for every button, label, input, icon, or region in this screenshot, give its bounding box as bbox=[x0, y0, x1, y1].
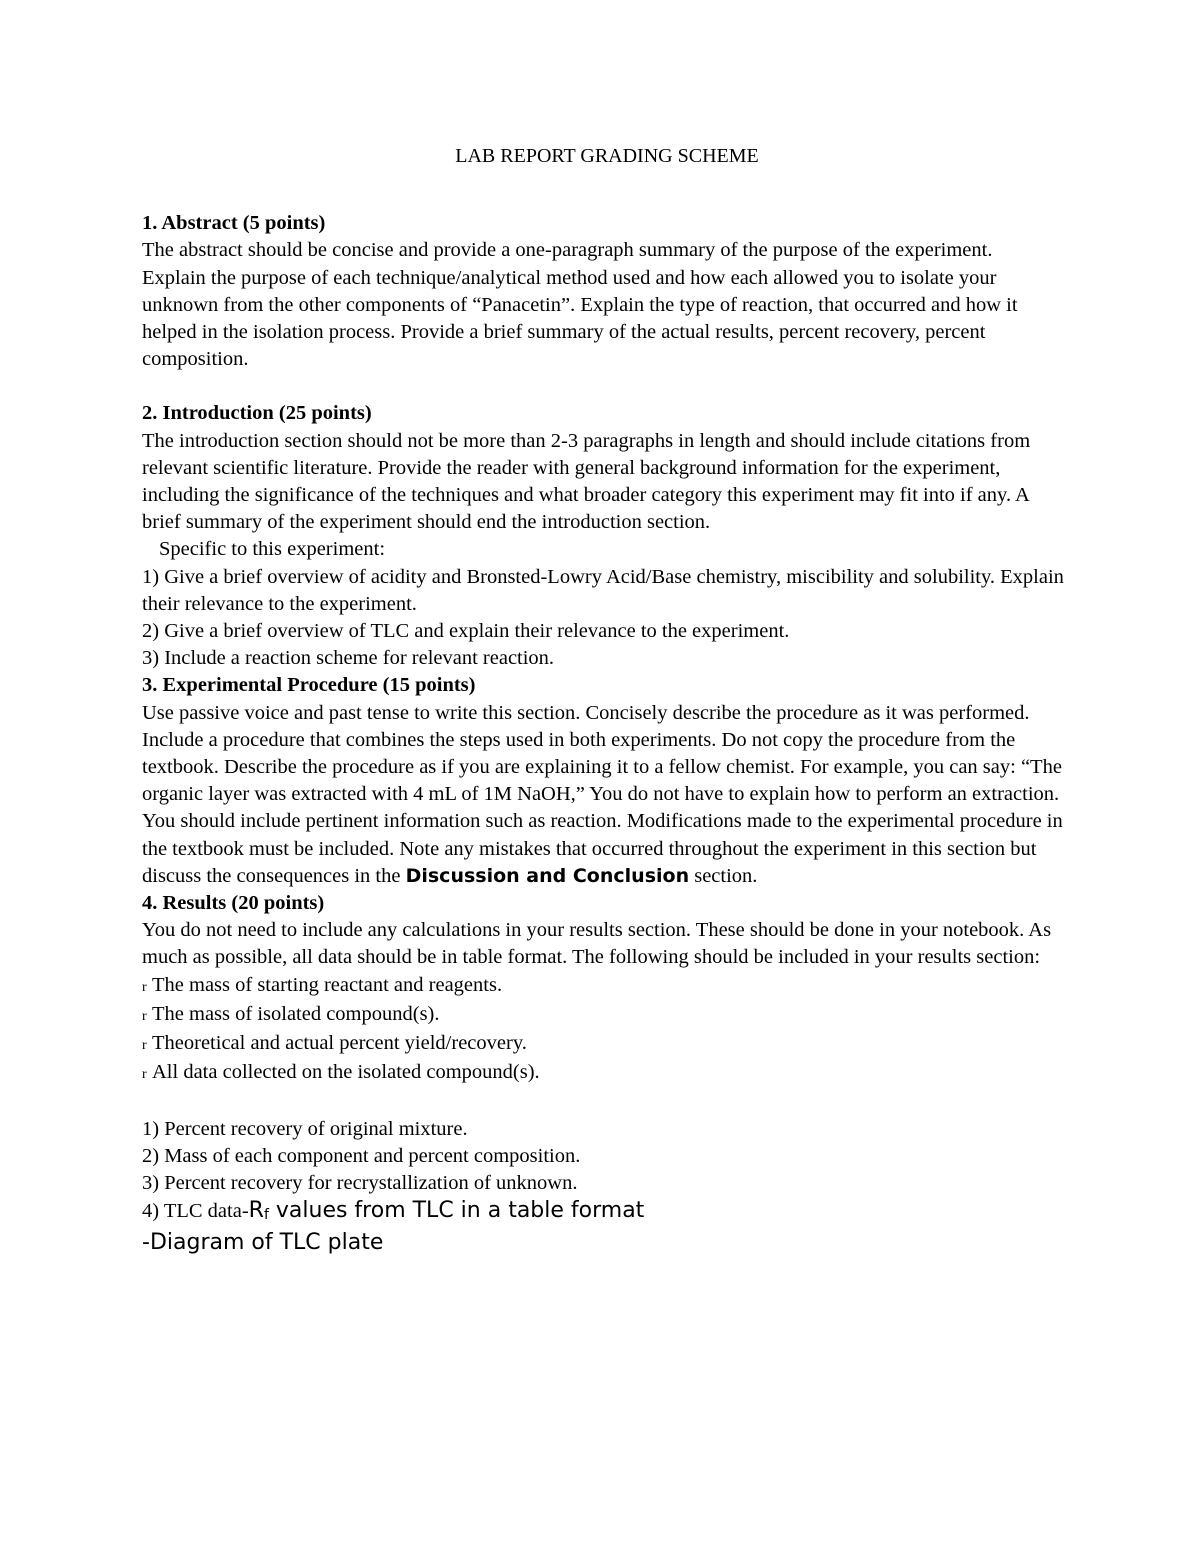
procedure-text-end: section. bbox=[689, 864, 758, 887]
document-page bbox=[142, 143, 1072, 1257]
bullet-mark-icon: r bbox=[142, 1038, 147, 1054]
results-bullet bbox=[142, 1059, 1072, 1088]
abstract-paragraph-2: Explain the purpose of each technique/analytical method used and how each allowed you to isolate your unknown from the other components of “Panacetin”. Explain the type of reaction, that occurred and how it helped in the isolation process. Provide a brief summary of the actual results, percent recovery, percent composition. bbox=[142, 266, 1018, 371]
procedure-paragraph bbox=[142, 700, 1072, 890]
tlc-diagram-item: -Diagram of TLC plate bbox=[142, 1230, 384, 1256]
results-bullet-text: Theoretical and actual percent yield/recovery. bbox=[152, 1032, 527, 1055]
results-tlc-item bbox=[142, 1197, 1072, 1229]
section-gap bbox=[142, 1089, 1072, 1116]
tlc-r: R bbox=[248, 1198, 264, 1224]
introduction-item-2: 2) Give a brief overview of TLC and explain their relevance to the experiment. bbox=[142, 620, 790, 643]
procedure-text: Use passive voice and past tense to write this section. Concisely describe the procedure as it was performed. Include a procedure that combines the steps used in both experiments. Do not copy the procedure from the textbook. Describe the procedure as if you are explaining it to a fellow chemist. For example, you can say: “The organic layer was extracted with 4 mL of 1M NaOH,” You do not have to explain how to perform an extraction. You should include pertinent information such as reaction. Modifications made to the experimental procedure in the textbook must be included. Note any mistakes that occurred throughout the experiment in this section but discuss the consequences in the bbox=[142, 701, 1063, 887]
results-bullet bbox=[142, 1030, 1072, 1059]
page-title: LAB REPORT GRADING SCHEME bbox=[455, 145, 759, 167]
results-bullet bbox=[142, 972, 1072, 1001]
introduction-heading: 2. Introduction (25 points) bbox=[142, 402, 372, 425]
procedure-heading: 3. Experimental Procedure (15 points) bbox=[142, 674, 476, 697]
tlc-rf-symbol bbox=[249, 1198, 269, 1223]
results-numbered-item-1: 1) Percent recovery of original mixture. bbox=[142, 1117, 468, 1140]
results-bullet-text: The mass of starting reactant and reagents. bbox=[152, 973, 503, 996]
procedure-bold-text: Discussion and Conclusion bbox=[405, 864, 690, 887]
section-gap bbox=[142, 373, 1072, 400]
results-bullet-text: The mass of isolated compound(s). bbox=[152, 1002, 440, 1025]
results-heading: 4. Results (20 points) bbox=[142, 892, 325, 915]
abstract-paragraph-1: The abstract should be concise and provide a one-paragraph summary of the purpose of the experiment. bbox=[142, 239, 993, 262]
results-bullet bbox=[142, 1001, 1072, 1030]
bullet-mark-icon: r bbox=[142, 979, 147, 995]
introduction-item-1: 1) Give a brief overview of acidity and Bronsted-Lowry Acid/Base chemistry, miscibility and solubility. Explain their relevance to the experiment. bbox=[142, 565, 1064, 615]
abstract-heading: 1. Abstract (5 points) bbox=[142, 212, 326, 235]
results-numbered-item-3: 3) Percent recovery for recrystallization of unknown. bbox=[142, 1171, 578, 1194]
introduction-item-3: 3) Include a reaction scheme for relevant reaction. bbox=[142, 647, 555, 670]
results-numbered-item-2: 2) Mass of each component and percent composition. bbox=[142, 1144, 581, 1167]
introduction-paragraph: The introduction section should not be more than 2-3 paragraphs in length and should include citations from relevant scientific literature. Provide the reader with general background information for the experiment, including the significance of the techniques and what broader category this experiment may fit into if any. A brief summary of the experiment should end the introduction section. bbox=[142, 429, 1031, 534]
bullet-mark-icon: r bbox=[142, 1067, 147, 1083]
tlc-prefix: 4) TLC data- bbox=[142, 1200, 249, 1223]
results-paragraph: You do not need to include any calculations in your results section. These should be done in your notebook. As much as possible, all data should be in table format. The following should be included in your results section: bbox=[142, 919, 1052, 969]
tlc-rest: values from TLC in a table format bbox=[268, 1198, 645, 1224]
results-bullet-text: All data collected on the isolated compound(s). bbox=[152, 1061, 540, 1084]
introduction-specific-label: Specific to this experiment: bbox=[159, 538, 386, 561]
tlc-f-subscript: f bbox=[263, 1207, 269, 1224]
bullet-mark-icon: r bbox=[142, 1008, 147, 1024]
